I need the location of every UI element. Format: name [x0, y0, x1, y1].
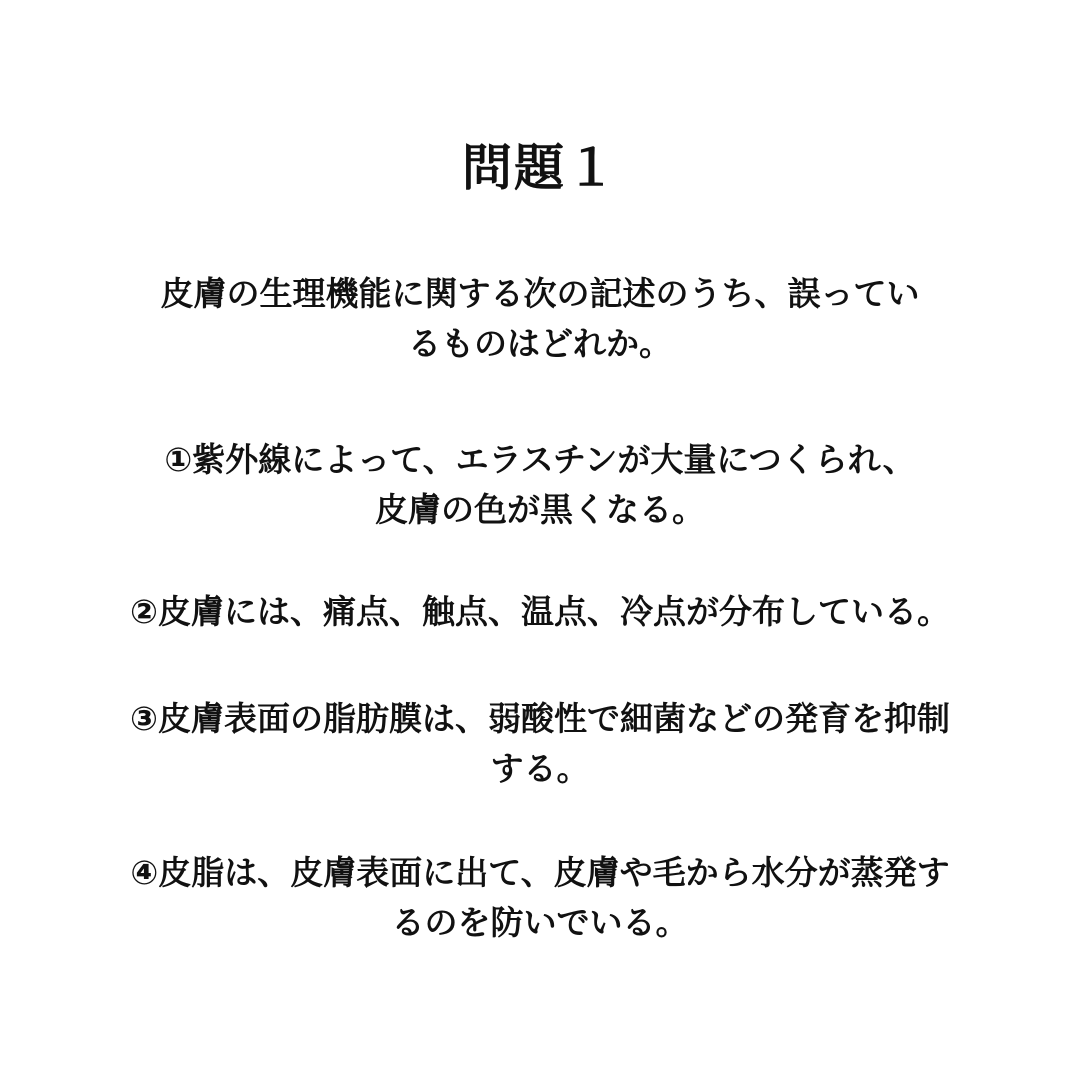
option-1	[60, 435, 1020, 535]
option-4	[60, 848, 1020, 948]
option-2	[60, 587, 1020, 637]
option-1-line-1: ①紫外線によって、エラスチンが大量につくられ、	[164, 440, 916, 479]
question-line-2: るものはどれか。	[408, 324, 672, 363]
question-line-1: 皮膚の生理機能に関する次の記述のうち、誤ってい	[160, 274, 920, 313]
page-title: 問題１	[462, 139, 618, 197]
option-3	[60, 694, 1020, 794]
option-1-line-2: 皮膚の色が黒くなる。	[375, 490, 705, 529]
option-4-line-1: ④皮脂は、皮膚表面に出て、皮膚や毛から水分が蒸発す	[130, 853, 950, 892]
option-3-line-2: する。	[490, 749, 590, 788]
question-text	[60, 269, 1020, 369]
option-3-line-1: ③皮膚表面の脂肪膜は、弱酸性で細菌などの発育を抑制	[130, 699, 950, 738]
option-4-line-2: るのを防いでいる。	[391, 903, 689, 942]
option-2-line-1: ②皮膚には、痛点、触点、温点、冷点が分布している。	[130, 592, 950, 631]
